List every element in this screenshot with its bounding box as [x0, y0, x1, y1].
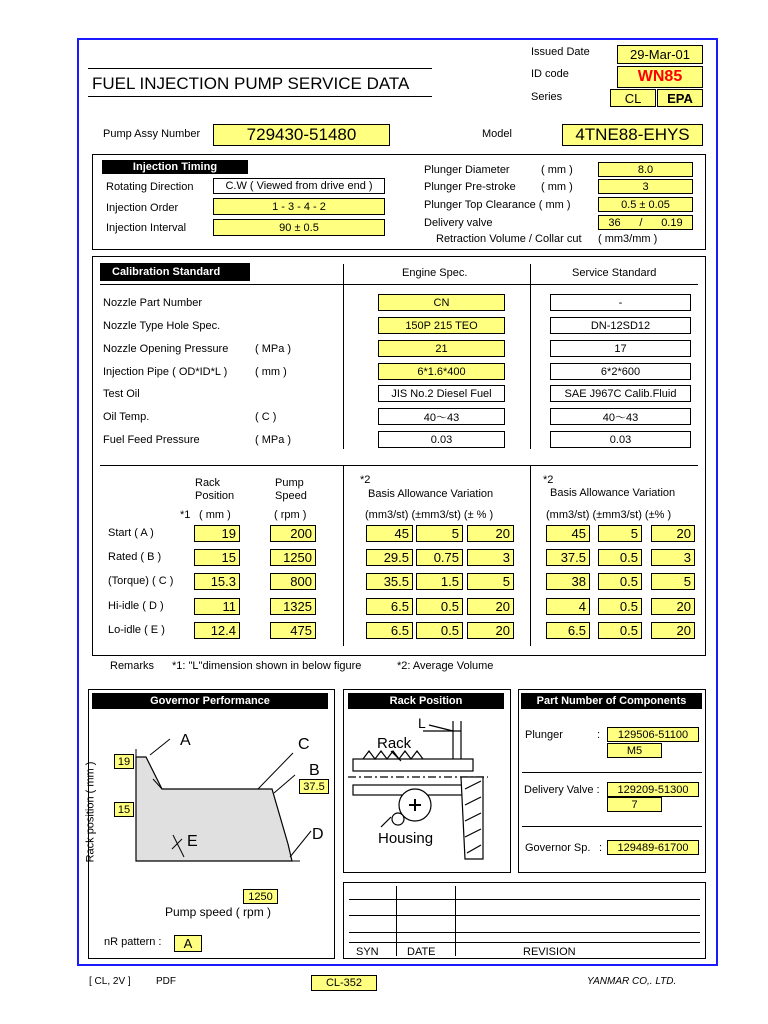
calibration-section — [92, 256, 706, 656]
plunger-sub: M5 — [607, 743, 662, 758]
engine-basis-value: 6.5 — [366, 598, 413, 615]
engine-variation-value: 20 — [467, 598, 514, 615]
engine-basis-header: Basis Allowance Variation — [368, 488, 494, 500]
delivery-valve-part-number: 129209-51300 — [607, 782, 699, 797]
calib-engine-value: 150P 215 TEO — [378, 317, 505, 334]
engine-basis-value: 45 — [366, 525, 413, 542]
service-variation-value: 3 — [651, 549, 695, 566]
service-basis-value: 37.5 — [546, 549, 590, 566]
calib-engine-value: JIS No.2 Diesel Fuel — [378, 385, 505, 402]
service-variation-value: 20 — [651, 622, 695, 639]
service-allowance-value: 0.5 — [598, 549, 642, 566]
revision-col-2 — [455, 886, 456, 956]
page-title: FUEL INJECTION PUMP SERVICE DATA — [92, 74, 410, 93]
governor-y15: 15 — [114, 802, 134, 817]
delivery-valve-collar-cut: 0.19 — [661, 216, 683, 229]
plunger-prestroke-unit: ( mm ) — [541, 181, 573, 193]
governor-spring-colon: : — [599, 842, 603, 854]
perf-speed-value: 1325 — [270, 598, 316, 615]
service-allowance-value: 0.5 — [598, 622, 642, 639]
plunger-colon: : — [597, 729, 601, 741]
rack-unit: ( mm ) — [199, 509, 231, 521]
engine-basis-value: 35.5 — [366, 573, 413, 590]
remark-1: *1: "L"dimension shown in below figure — [172, 660, 362, 672]
calib-row-label: Nozzle Type Hole Spec. — [103, 320, 221, 332]
perf-row-label: Hi-idle ( D ) — [108, 600, 164, 612]
retraction-unit: ( mm3/mm ) — [598, 233, 658, 245]
engine-basis-value: 6.5 — [366, 622, 413, 639]
service-allowance-value: 0.5 — [598, 598, 642, 615]
governor-label-d: D — [312, 826, 324, 843]
remarks-label: Remarks — [110, 660, 155, 672]
perf-rack-value: 11 — [194, 598, 240, 615]
injection-interval-label: Injection Interval — [106, 222, 187, 234]
rotating-direction-value: C.W ( Viewed from drive end ) — [213, 178, 385, 194]
delivery-valve-separator: / — [639, 216, 643, 229]
service-basis-value: 45 — [546, 525, 590, 542]
plunger-diameter-value: 8.0 — [598, 162, 693, 177]
rack-position-title: Rack Position — [348, 693, 504, 709]
delivery-valve-part-label: Delivery Valve : — [524, 784, 600, 796]
issued-date-value: 29-Mar-01 — [617, 45, 703, 64]
perf-speed-value: 1250 — [270, 549, 316, 566]
calib-service-value: 6*2*600 — [550, 363, 691, 380]
calib-divider-1 — [343, 264, 344, 449]
governor-b-value: 37.5 — [299, 779, 329, 794]
service-allowance-value: 5 — [598, 525, 642, 542]
engine-allowance-value: 0.5 — [416, 598, 463, 615]
engine-allowance-value: 0.5 — [416, 622, 463, 639]
parts-rule-1 — [522, 772, 702, 773]
perf-rack-value: 19 — [194, 525, 240, 542]
revision-col-1 — [396, 886, 397, 956]
rack-header-2: Position — [195, 490, 235, 502]
perf-row-label: Lo-idle ( E ) — [108, 624, 165, 636]
revision-rule-3 — [349, 932, 700, 933]
calib-service-value: 0.03 — [550, 431, 691, 448]
engine-allowance-value: 0.75 — [416, 549, 463, 566]
calib-row-unit: ( MPa ) — [255, 343, 292, 355]
governor-spring-part-number: 129489-61700 — [607, 840, 699, 855]
plunger-part-number: 129506-51100 — [607, 727, 699, 742]
series-value: CL — [610, 89, 656, 107]
issued-date-label: Issued Date — [531, 46, 590, 58]
calibration-title: Calibration Standard — [100, 263, 250, 281]
pump-assy-number: 729430-51480 — [213, 124, 390, 146]
governor-y19: 19 — [114, 754, 134, 769]
rack-label: Rack — [377, 735, 412, 752]
speed-header-2: Speed — [275, 490, 307, 502]
footer-pdf: PDF — [156, 976, 176, 987]
perf-divider-2 — [530, 466, 531, 646]
plunger-top-clearance-value: 0.5 ± 0.05 — [598, 197, 693, 212]
governor-title: Governor Performance — [92, 693, 328, 709]
footer-company: YANMAR CO,. LTD. — [587, 976, 677, 987]
series-tag: EPA — [657, 89, 703, 107]
calib-engine-value: 0.03 — [378, 431, 505, 448]
title-rule-bottom — [88, 96, 432, 97]
service-allowance-value: 0.5 — [598, 573, 642, 590]
title-rule-top — [88, 68, 432, 69]
engine-variation-value: 20 — [467, 525, 514, 542]
plunger-diameter-label: Plunger Diameter — [424, 164, 510, 176]
model-label: Model — [482, 128, 512, 140]
rack-header-1: Rack — [195, 477, 221, 489]
engine-spec-header: Engine Spec. — [402, 267, 468, 279]
id-code-label: ID code — [531, 68, 569, 80]
footer-left: [ CL, 2V ] — [89, 976, 131, 987]
footer-code: CL-352 — [311, 975, 377, 991]
perf-row-label: Rated ( B ) — [108, 551, 162, 563]
engine-allowance-value: 5 — [416, 525, 463, 542]
revision-syn: SYN — [356, 946, 379, 958]
governor-label-e: E — [187, 833, 198, 850]
service-variation-value: 20 — [651, 598, 695, 615]
parts-title: Part Number of Components — [521, 693, 702, 709]
speed-header-1: Pump — [275, 477, 304, 489]
model-value: 4TNE88-EHYS — [562, 124, 703, 146]
governor-spring-label: Governor Sp. — [525, 842, 591, 854]
perf-row-label: (Torque) ( C ) — [108, 575, 174, 587]
delivery-valve-label: Delivery valve — [424, 217, 493, 229]
injection-order-value: 1 - 3 - 4 - 2 — [213, 198, 385, 215]
calib-row-label: Oil Temp. — [103, 411, 150, 423]
calib-engine-value: 21 — [378, 340, 505, 357]
revision-revision: REVISION — [523, 946, 576, 958]
governor-ylabel: Rack position ( mm ) — [84, 761, 97, 863]
engine-note-mark: *2 — [360, 474, 371, 486]
perf-rack-value: 15 — [194, 549, 240, 566]
pump-assy-label: Pump Assy Number — [103, 128, 201, 140]
plunger-diameter-unit: ( mm ) — [541, 164, 573, 176]
plunger-prestroke-value: 3 — [598, 179, 693, 194]
perf-row-label: Start ( A ) — [108, 527, 154, 539]
calib-row-label: Nozzle Part Number — [103, 297, 203, 309]
service-basis-value: 6.5 — [546, 622, 590, 639]
governor-leader-b — [274, 775, 295, 793]
engine-variation-value: 3 — [467, 549, 514, 566]
calib-divider-2 — [530, 264, 531, 449]
perf-speed-value: 200 — [270, 525, 316, 542]
rack-position-diagram — [343, 709, 511, 873]
governor-label-b: B — [309, 762, 320, 779]
engine-variation-value: 20 — [467, 622, 514, 639]
perf-speed-value: 475 — [270, 622, 316, 639]
engine-variation-value: 5 — [467, 573, 514, 590]
governor-curve — [136, 757, 292, 861]
revision-rule-1 — [349, 899, 700, 900]
calib-service-value: 17 — [550, 340, 691, 357]
delivery-valve-sub: 7 — [607, 797, 662, 812]
service-basis-value: 38 — [546, 573, 590, 590]
governor-leader-d — [290, 831, 311, 857]
housing-pin — [392, 813, 404, 825]
note-mark-1: *1 — [180, 509, 191, 521]
rotating-direction-label: Rotating Direction — [106, 181, 194, 193]
governor-x-value: 1250 — [243, 889, 278, 904]
calib-engine-value: 6*1.6*400 — [378, 363, 505, 380]
service-note-mark: *2 — [543, 474, 554, 486]
calib-row-unit: ( mm ) — [255, 366, 287, 378]
housing-arrow — [381, 817, 391, 827]
calib-row-unit: ( C ) — [255, 411, 277, 423]
rack-dim-leader — [429, 725, 453, 731]
rack-bar — [353, 759, 473, 771]
service-variation-value: 5 — [651, 573, 695, 590]
perf-rack-value: 15.3 — [194, 573, 240, 590]
revision-rule-4 — [349, 942, 700, 943]
calib-service-value: 40～43 — [550, 408, 691, 425]
perf-speed-value: 800 — [270, 573, 316, 590]
governor-xlabel: Pump speed ( rpm ) — [165, 905, 272, 919]
service-variation-value: 20 — [651, 525, 695, 542]
governor-label-c: C — [298, 736, 310, 753]
retraction-label: Retraction Volume / Collar cut — [436, 233, 582, 245]
calib-row-label: Test Oil — [103, 388, 140, 400]
id-code-value: WN85 — [617, 66, 703, 88]
service-units-header: (mm3/st) (±mm3/st) (±% ) — [546, 509, 672, 521]
plunger-top-clearance-label: Plunger Top Clearance ( mm ) — [424, 199, 571, 211]
revision-date: DATE — [407, 946, 436, 958]
series-label: Series — [531, 91, 563, 103]
calib-row-unit: ( MPa ) — [255, 434, 292, 446]
perf-divider-1 — [343, 466, 344, 646]
speed-unit: ( rpm ) — [274, 509, 307, 521]
calib-row-label: Injection Pipe ( OD*ID*L ) — [103, 366, 228, 378]
governor-label-a: A — [180, 732, 191, 749]
injection-interval-value: 90 ± 0.5 — [213, 219, 385, 236]
engine-allowance-value: 1.5 — [416, 573, 463, 590]
parts-rule-2 — [522, 826, 702, 827]
calib-service-value: DN-12SD12 — [550, 317, 691, 334]
calib-engine-value: 40～43 — [378, 408, 505, 425]
plunger-prestroke-label: Plunger Pre-stroke — [424, 181, 516, 193]
governor-leader-c — [258, 753, 293, 789]
engine-basis-value: 29.5 — [366, 549, 413, 566]
nr-pattern-label: nR pattern : — [104, 936, 162, 948]
remark-2: *2: Average Volume — [397, 660, 494, 672]
governor-leader-a — [150, 739, 170, 755]
injection-order-label: Injection Order — [106, 202, 179, 214]
calib-row-label: Fuel Feed Pressure — [103, 434, 200, 446]
engine-units-header: (mm3/st) (±mm3/st) (± % ) — [365, 509, 494, 521]
calib-engine-value: CN — [378, 294, 505, 311]
perf-top-rule — [100, 465, 698, 466]
calib-service-value: SAE J967C Calib.Fluid — [550, 385, 691, 402]
calib-service-value: - — [550, 294, 691, 311]
calib-row-label: Nozzle Opening Pressure — [103, 343, 229, 355]
service-basis-value: 4 — [546, 598, 590, 615]
service-standard-header: Service Standard — [572, 267, 657, 279]
service-basis-header: Basis Allowance Variation — [550, 487, 676, 499]
nr-pattern-value: A — [174, 935, 202, 952]
delivery-valve-retraction: 36 — [608, 216, 621, 229]
perf-rack-value: 12.4 — [194, 622, 240, 639]
plunger-label: Plunger — [525, 729, 563, 741]
housing-label: Housing — [378, 830, 434, 847]
delivery-valve-value — [598, 215, 693, 230]
calib-header-rule — [100, 284, 698, 285]
revision-rule-2 — [349, 915, 700, 916]
rack-dim-l: L — [418, 715, 426, 731]
injection-timing-title: Injection Timing — [102, 160, 248, 174]
